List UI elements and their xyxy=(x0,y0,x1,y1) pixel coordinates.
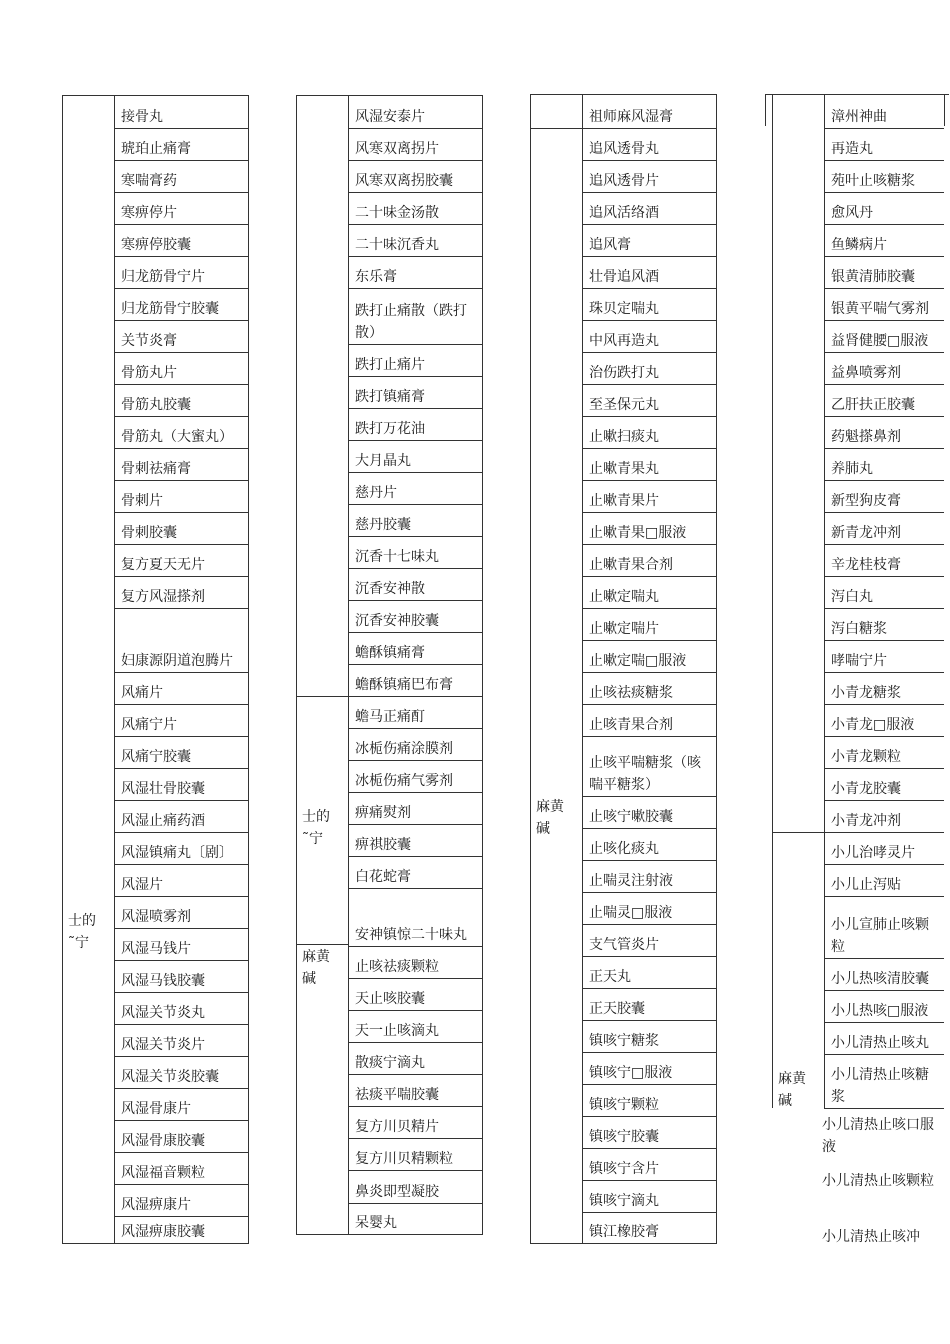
table-rule xyxy=(348,1042,482,1043)
list-item: 哮喘宁片 xyxy=(831,653,887,669)
list-item: 骨筋丸（大蜜丸） xyxy=(121,429,233,445)
list-item: 风湿关节炎丸 xyxy=(121,1005,205,1021)
list-item: 小青龙糖浆 xyxy=(831,685,901,701)
table-rule xyxy=(348,192,482,193)
table-rule xyxy=(348,128,482,129)
table-rule xyxy=(582,512,716,513)
table-rule xyxy=(296,944,348,945)
table-rule xyxy=(348,344,482,345)
table-rule xyxy=(824,192,944,193)
table-rule xyxy=(716,94,717,1243)
table-rule xyxy=(114,256,248,257)
table-rule xyxy=(944,94,945,126)
list-item: 蟾酥镇痛巴布膏 xyxy=(355,677,453,693)
table-rule xyxy=(582,1212,716,1213)
list-item: 小儿清热止咳丸 xyxy=(831,1035,929,1051)
list-item: 安神镇惊二十味丸 xyxy=(355,927,467,943)
table-rule xyxy=(582,988,716,989)
list-item: 乙肝扶正胶囊 xyxy=(831,397,915,413)
list-item: 风湿安泰片 xyxy=(355,109,425,125)
list-item: 小儿清热止咳颗粒 xyxy=(822,1173,934,1189)
list-item: 蟾酥镇痛膏 xyxy=(355,645,425,661)
table-rule xyxy=(114,416,248,417)
group-label: 麻黄 碱 xyxy=(536,799,564,837)
table-rule xyxy=(530,1243,717,1244)
table-rule xyxy=(824,160,944,161)
group-label: 麻黄 碱 xyxy=(302,949,330,987)
table-rule xyxy=(824,672,944,673)
list-item: 骨筋丸片 xyxy=(121,365,177,381)
table-rule xyxy=(582,956,716,957)
list-item: 风湿关节炎片 xyxy=(121,1037,205,1053)
table-rule xyxy=(114,1056,248,1057)
list-item: 蟾马正痛酊 xyxy=(355,709,425,725)
table-rule xyxy=(582,192,716,193)
table-rule xyxy=(114,288,248,289)
list-item: 风湿壮骨胶囊 xyxy=(121,781,205,797)
list-item: 支气管炎片 xyxy=(589,937,659,953)
list-item: 苑叶止咳糖浆 xyxy=(831,173,915,189)
table-rule xyxy=(824,544,944,545)
table-rule xyxy=(772,126,773,1108)
list-item: 祛痰平喘胶囊 xyxy=(355,1087,439,1103)
table-rule xyxy=(348,160,482,161)
table-rule xyxy=(114,448,248,449)
list-item: 养肺丸 xyxy=(831,461,873,477)
list-item: 骨刺祛痛膏 xyxy=(121,461,191,477)
list-item: 追风透骨片 xyxy=(589,173,659,189)
table-rule xyxy=(824,896,944,897)
list-item: 小青龙□服液 xyxy=(831,717,915,733)
list-item: 愈风丹 xyxy=(831,205,873,221)
list-item: 镇咳宁颗粒 xyxy=(589,1097,659,1113)
table-rule xyxy=(824,448,944,449)
table-rule xyxy=(114,352,248,353)
table-rule xyxy=(348,408,482,409)
table-rule xyxy=(114,736,248,737)
list-item: 寒痹停片 xyxy=(121,205,177,221)
table-rule xyxy=(582,256,716,257)
list-item: 益鼻喷雾剂 xyxy=(831,365,901,381)
list-item: 跌打止痛片 xyxy=(355,357,425,373)
list-item: 骨刺胶囊 xyxy=(121,525,177,541)
table-rule xyxy=(582,94,583,1243)
list-item: 止咳宁嗽胶囊 xyxy=(589,809,673,825)
list-item: 呆婴丸 xyxy=(355,1215,397,1231)
list-item: 沉香安神散 xyxy=(355,581,425,597)
list-item: 天止咳胶囊 xyxy=(355,991,425,1007)
table-rule xyxy=(582,480,716,481)
table-rule xyxy=(348,1203,482,1204)
group-label: 士的 ˜宁 xyxy=(302,809,330,847)
table-rule xyxy=(582,860,716,861)
list-item: 风湿马钱胶囊 xyxy=(121,973,205,989)
table-rule xyxy=(582,320,716,321)
list-item: 辛龙桂枝膏 xyxy=(831,557,901,573)
list-item: 止嗽青果片 xyxy=(589,493,659,509)
table-rule xyxy=(348,1170,482,1171)
table-rule xyxy=(348,632,482,633)
table-rule xyxy=(582,448,716,449)
table-rule xyxy=(296,696,348,697)
list-item: 风寒双离拐胶囊 xyxy=(355,173,453,189)
list-item: 风湿镇痛丸〔剧〕 xyxy=(121,845,233,861)
list-item: 散痰宁滴丸 xyxy=(355,1055,425,1071)
list-item: 止咳平喘糖浆（咳喘平糖浆） xyxy=(589,755,701,793)
list-item: 风痛宁胶囊 xyxy=(121,749,191,765)
list-item: 银黄清肺胶囊 xyxy=(831,269,915,285)
list-item: 止嗽定喘丸 xyxy=(589,589,659,605)
table-rule xyxy=(114,832,248,833)
list-item: 风湿痹康胶囊 xyxy=(121,1224,205,1240)
table-rule xyxy=(348,1138,482,1139)
table-rule xyxy=(582,576,716,577)
table-rule xyxy=(114,768,248,769)
list-item: 新青龙冲剂 xyxy=(831,525,901,541)
list-item: 风湿骨康片 xyxy=(121,1101,191,1117)
table-rule xyxy=(348,664,482,665)
table-rule xyxy=(765,94,766,126)
table-rule xyxy=(348,1106,482,1107)
table-rule xyxy=(530,128,582,129)
table-rule xyxy=(824,352,944,353)
list-item: 关节炎膏 xyxy=(121,333,177,349)
list-item: 归龙筋骨宁胶囊 xyxy=(121,301,219,317)
table-rule xyxy=(114,1024,248,1025)
list-item: 复方川贝精颗粒 xyxy=(355,1151,453,1167)
list-item: 骨刺片 xyxy=(121,493,163,509)
list-item: 风湿片 xyxy=(121,877,163,893)
list-item: 鱼鳞病片 xyxy=(831,237,887,253)
table-rule xyxy=(62,95,249,96)
table-rule xyxy=(348,888,482,889)
table-rule xyxy=(114,320,248,321)
list-item: 跌打止痛散（跌打散） xyxy=(355,303,467,341)
table-rule xyxy=(348,978,482,979)
table-rule xyxy=(348,1010,482,1011)
list-item: 大月晶丸 xyxy=(355,453,411,469)
table-rule xyxy=(114,1120,248,1121)
list-item: 中风再造丸 xyxy=(589,333,659,349)
table-rule xyxy=(824,864,944,865)
table-rule xyxy=(348,536,482,537)
table-rule xyxy=(348,696,482,697)
table-rule xyxy=(114,896,248,897)
list-item: 泻白丸 xyxy=(831,589,873,605)
list-item: 沉香安神胶囊 xyxy=(355,613,439,629)
table-rule xyxy=(114,480,248,481)
list-item: 小青龙冲剂 xyxy=(831,813,901,829)
table-rule xyxy=(582,544,716,545)
table-rule xyxy=(824,640,944,641)
table-rule xyxy=(114,608,248,609)
table-rule xyxy=(296,95,483,96)
list-item: 正天胶囊 xyxy=(589,1001,645,1017)
table-rule xyxy=(824,288,944,289)
table-rule xyxy=(348,568,482,569)
list-item: 归龙筋骨宁片 xyxy=(121,269,205,285)
list-item: 跌打镇痛膏 xyxy=(355,389,425,405)
list-item: 镇咳宁胶囊 xyxy=(589,1129,659,1145)
list-item: 小儿清热止咳口服液 xyxy=(822,1117,934,1155)
list-item: 药魁搽鼻剂 xyxy=(831,429,901,445)
list-item: 复方风湿搽剂 xyxy=(121,589,205,605)
table-rule xyxy=(582,672,716,673)
table-rule xyxy=(114,384,248,385)
table-rule xyxy=(582,608,716,609)
table-rule xyxy=(114,95,115,1243)
list-item: 天一止咳滴丸 xyxy=(355,1023,439,1039)
table-rule xyxy=(348,760,482,761)
list-item: 漳州神曲 xyxy=(831,109,887,125)
table-rule xyxy=(114,576,248,577)
list-item: 骨筋丸胶囊 xyxy=(121,397,191,413)
table-rule xyxy=(582,796,716,797)
table-rule xyxy=(114,704,248,705)
table-rule xyxy=(348,856,482,857)
table-rule xyxy=(348,256,482,257)
table-rule xyxy=(824,1108,944,1109)
list-item: 冰栀伤痛气雾剂 xyxy=(355,773,453,789)
table-rule xyxy=(824,480,944,481)
table-rule xyxy=(114,160,248,161)
list-item: 寒痹停胶囊 xyxy=(121,237,191,253)
table-rule xyxy=(824,768,944,769)
table-rule xyxy=(114,1152,248,1153)
table-rule xyxy=(582,1148,716,1149)
list-item: 止喘灵□服液 xyxy=(589,905,673,921)
list-item: 镇咳宁含片 xyxy=(589,1161,659,1177)
table-rule xyxy=(582,1020,716,1021)
list-item: 追风膏 xyxy=(589,237,631,253)
table-rule xyxy=(582,352,716,353)
list-item: 寒喘膏药 xyxy=(121,173,177,189)
list-item: 沉香十七味丸 xyxy=(355,549,439,565)
table-rule xyxy=(114,992,248,993)
list-item: 止咳化痰丸 xyxy=(589,841,659,857)
table-rule xyxy=(824,576,944,577)
list-item: 慈丹片 xyxy=(355,485,397,501)
table-rule xyxy=(348,728,482,729)
list-item: 小儿宣肺止咳颗粒 xyxy=(831,917,929,955)
list-item: 止嗽青果□服液 xyxy=(589,525,687,541)
list-item: 二十味金汤散 xyxy=(355,205,439,221)
table-rule xyxy=(824,320,944,321)
table-rule xyxy=(114,128,248,129)
table-rule xyxy=(824,800,944,801)
table-rule xyxy=(824,512,944,513)
list-item: 小儿热咳清胶囊 xyxy=(831,971,929,987)
table-rule xyxy=(824,128,944,129)
list-item: 止咳祛痰糖浆 xyxy=(589,685,673,701)
table-rule xyxy=(765,94,949,95)
table-rule xyxy=(582,1084,716,1085)
table-rule xyxy=(824,832,944,833)
table-rule xyxy=(348,472,482,473)
table-rule xyxy=(114,960,248,961)
table-rule xyxy=(582,384,716,385)
table-rule xyxy=(582,704,716,705)
list-item: 止咳青果合剂 xyxy=(589,717,673,733)
table-rule xyxy=(114,192,248,193)
list-item: 止嗽青果丸 xyxy=(589,461,659,477)
list-item: 小儿治哮灵片 xyxy=(831,845,915,861)
table-rule xyxy=(582,128,716,129)
list-item: 风湿关节炎胶囊 xyxy=(121,1069,219,1085)
table-rule xyxy=(114,1184,248,1185)
table-rule xyxy=(772,832,824,833)
list-item: 风痛片 xyxy=(121,685,163,701)
list-item: 镇咳宁滴丸 xyxy=(589,1193,659,1209)
list-item: 风湿止痛药酒 xyxy=(121,813,205,829)
list-item: 小儿止泻贴 xyxy=(831,877,901,893)
list-item: 琥珀止痛膏 xyxy=(121,141,191,157)
table-rule xyxy=(296,95,297,1234)
group-label: 麻黄 碱 xyxy=(778,1071,806,1109)
table-rule xyxy=(114,544,248,545)
list-item: 白花蛇膏 xyxy=(355,869,411,885)
list-item: 泻白糖浆 xyxy=(831,621,887,637)
table-rule xyxy=(348,288,482,289)
table-rule xyxy=(348,376,482,377)
list-item: 正天丸 xyxy=(589,969,631,985)
table-rule xyxy=(62,1243,249,1244)
list-item: 小儿清热止咳冲 xyxy=(822,1229,920,1245)
list-item: 跌打万花油 xyxy=(355,421,425,437)
list-item: 祖师麻风湿膏 xyxy=(589,109,673,125)
table-rule xyxy=(582,924,716,925)
table-rule xyxy=(824,608,944,609)
table-rule xyxy=(348,946,482,947)
table-rule xyxy=(482,95,483,1234)
list-item: 冰栀伤痛涂膜剂 xyxy=(355,741,453,757)
table-rule xyxy=(114,1216,248,1217)
list-item: 小儿热咳□服液 xyxy=(831,1003,929,1019)
table-rule xyxy=(824,416,944,417)
list-item: 止喘灵注射液 xyxy=(589,873,673,889)
table-rule xyxy=(114,800,248,801)
list-item: 益肾健腰□服液 xyxy=(831,333,929,349)
list-item: 二十味沉香丸 xyxy=(355,237,439,253)
list-item: 止嗽青果合剂 xyxy=(589,557,673,573)
table-rule xyxy=(348,504,482,505)
table-rule xyxy=(824,1022,944,1023)
list-item: 复方川贝精片 xyxy=(355,1119,439,1135)
list-item: 镇咳宁□服液 xyxy=(589,1065,673,1081)
list-item: 追风透骨丸 xyxy=(589,141,659,157)
table-rule xyxy=(530,94,531,1243)
list-item: 小青龙胶囊 xyxy=(831,781,901,797)
table-rule xyxy=(582,640,716,641)
list-item: 风湿马钱片 xyxy=(121,941,191,957)
list-item: 妇康源阴道泡腾片 xyxy=(121,653,233,669)
table-rule xyxy=(348,600,482,601)
list-item: 东乐膏 xyxy=(355,269,397,285)
list-item: 镇咳宁糖浆 xyxy=(589,1033,659,1049)
list-item: 银黄平喘气雾剂 xyxy=(831,301,929,317)
table-rule xyxy=(348,1074,482,1075)
list-item: 至圣保元丸 xyxy=(589,397,659,413)
list-item: 再造丸 xyxy=(831,141,873,157)
table-rule xyxy=(582,1180,716,1181)
list-item: 痹祺胶囊 xyxy=(355,837,411,853)
table-rule xyxy=(824,990,944,991)
list-item: 小青龙颗粒 xyxy=(831,749,901,765)
list-item: 慈丹胶囊 xyxy=(355,517,411,533)
list-item: 风湿福音颗粒 xyxy=(121,1165,205,1181)
list-item: 风痛宁片 xyxy=(121,717,177,733)
list-item: 止嗽定喘片 xyxy=(589,621,659,637)
list-item: 壮骨追风酒 xyxy=(589,269,659,285)
list-item: 治伤跌打丸 xyxy=(589,365,659,381)
table-rule xyxy=(582,892,716,893)
table-rule xyxy=(582,288,716,289)
table-rule xyxy=(824,1054,944,1055)
list-item: 止咳祛痰颗粒 xyxy=(355,959,439,975)
list-item: 痹痛熨剂 xyxy=(355,805,411,821)
table-rule xyxy=(114,864,248,865)
list-item: 珠贝定喘丸 xyxy=(589,301,659,317)
table-rule xyxy=(530,94,717,95)
list-item: 鼻炎即型凝胶 xyxy=(355,1184,439,1200)
table-rule xyxy=(248,95,249,1243)
table-rule xyxy=(824,94,825,1108)
table-rule xyxy=(582,1116,716,1117)
list-item: 风寒双离拐片 xyxy=(355,141,439,157)
table-rule xyxy=(348,440,482,441)
table-rule xyxy=(62,95,63,1243)
table-rule xyxy=(296,1234,483,1235)
list-item: 镇江橡胶膏 xyxy=(589,1224,659,1240)
table-rule xyxy=(824,958,944,959)
list-item: 止嗽定喘□服液 xyxy=(589,653,687,669)
list-item: 风湿骨康胶囊 xyxy=(121,1133,205,1149)
list-item: 风湿喷雾剂 xyxy=(121,909,191,925)
list-item: 止嗽扫痰丸 xyxy=(589,429,659,445)
table-rule xyxy=(114,224,248,225)
table-rule xyxy=(582,828,716,829)
table-rule xyxy=(582,160,716,161)
list-item: 接骨丸 xyxy=(121,109,163,125)
table-rule xyxy=(114,1088,248,1089)
table-rule xyxy=(114,512,248,513)
table-rule xyxy=(348,224,482,225)
list-item: 追风活络酒 xyxy=(589,205,659,221)
table-rule xyxy=(824,384,944,385)
table-rule xyxy=(582,224,716,225)
table-rule xyxy=(114,672,248,673)
group-label: 士的 ˜宁 xyxy=(68,913,96,951)
list-item: 新型狗皮膏 xyxy=(831,493,901,509)
table-rule xyxy=(582,1052,716,1053)
table-rule xyxy=(582,416,716,417)
table-rule xyxy=(114,928,248,929)
table-rule xyxy=(348,792,482,793)
table-rule xyxy=(582,736,716,737)
list-item: 复方夏天无片 xyxy=(121,557,205,573)
list-item: 风湿痹康片 xyxy=(121,1197,191,1213)
table-rule xyxy=(824,224,944,225)
table-rule xyxy=(824,736,944,737)
table-rule xyxy=(824,704,944,705)
table-rule xyxy=(348,824,482,825)
list-item: 小儿清热止咳糖浆 xyxy=(831,1067,929,1105)
table-rule xyxy=(824,256,944,257)
